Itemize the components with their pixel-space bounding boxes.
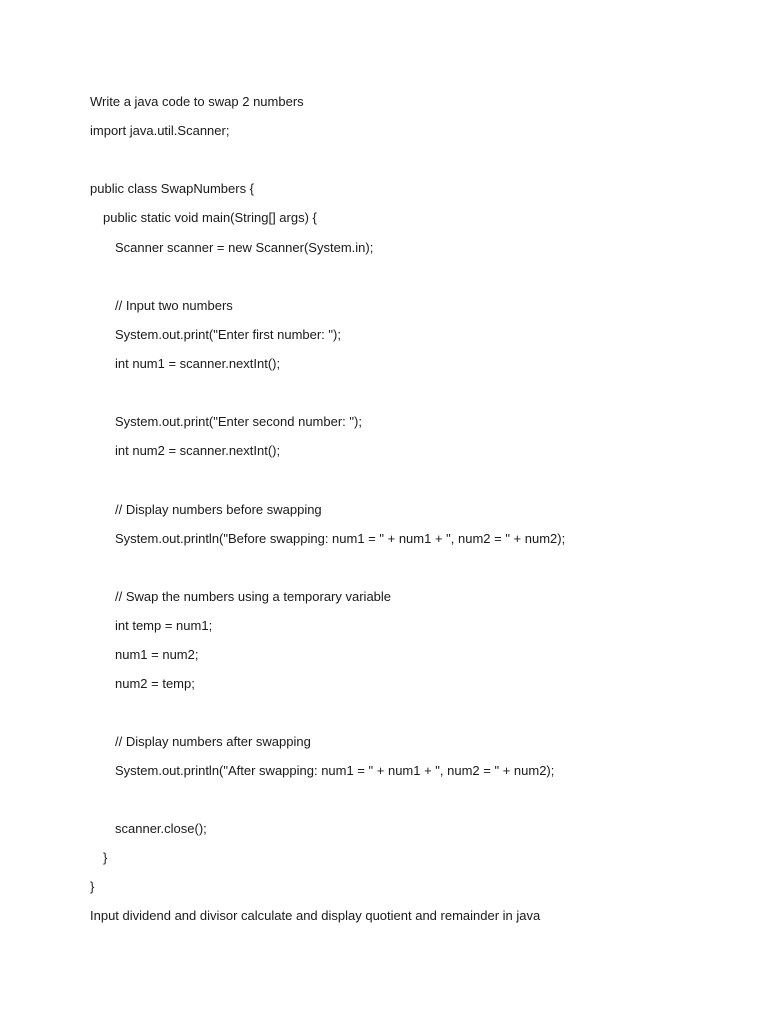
code-comment-swap: // Swap the numbers using a temporary variable [115, 589, 392, 604]
code-line-import: import java.util.Scanner; [90, 123, 230, 138]
code-line-print-second: System.out.print("Enter second number: "); [115, 414, 362, 429]
code-line-main-close: } [103, 850, 108, 865]
code-line-num1-assign: num1 = num2; [115, 647, 199, 662]
code-comment-before: // Display numbers before swapping [115, 502, 322, 517]
question-heading: Write a java code to swap 2 numbers [90, 94, 304, 109]
code-comment-after: // Display numbers after swapping [115, 734, 311, 749]
code-line-scanner-close: scanner.close(); [115, 821, 207, 836]
question-heading-2: Input dividend and divisor calculate and display quotient and remainder in java [90, 908, 541, 923]
code-comment-input: // Input two numbers [115, 298, 233, 313]
code-line-println-before: System.out.println("Before swapping: num1 = " + num1 + ", num2 = " + num2); [115, 531, 566, 546]
code-line-class-declaration: public class SwapNumbers { [90, 181, 255, 196]
code-line-println-after: System.out.println("After swapping: num1 = " + num1 + ", num2 = " + num2); [115, 763, 555, 778]
code-line-temp-assign: int temp = num1; [115, 618, 213, 633]
code-line-num2-assign: num2 = temp; [115, 676, 195, 691]
code-line-class-close: } [90, 879, 95, 894]
code-line-scanner-init: Scanner scanner = new Scanner(System.in); [115, 240, 374, 255]
code-line-read-num1: int num1 = scanner.nextInt(); [115, 356, 281, 371]
code-line-read-num2: int num2 = scanner.nextInt(); [115, 443, 281, 458]
code-line-main-declaration: public static void main(String[] args) { [103, 210, 317, 225]
code-line-print-first: System.out.print("Enter first number: "); [115, 327, 341, 342]
